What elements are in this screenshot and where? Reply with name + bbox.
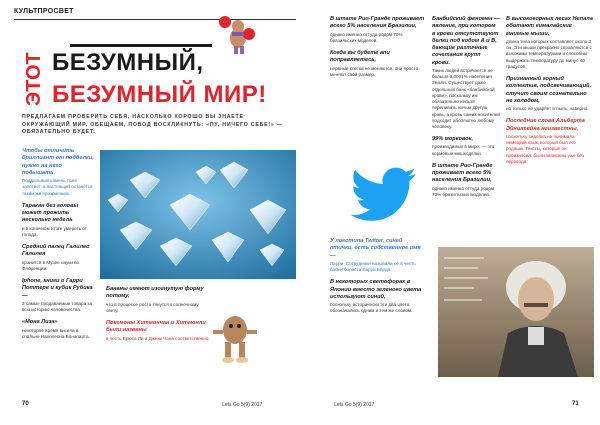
fact-text: что в процессе роста тянутся к солнечному свету.: [106, 301, 199, 313]
fact-heading: Iphone, книги о Гарри Поттере и кубик Рубика —: [22, 278, 93, 299]
fact-text: однако именно оттуда родом 70% бразильских моделей.: [432, 185, 495, 197]
title-line-2: БЕЗУМНЫЙ МИР!: [52, 81, 267, 108]
fact-text: поскольку сиделка не понимала немецкий язык, который был его родным. Тексты, которые он произносил, были записаны уже без перевода.: [506, 133, 584, 164]
left-column: [22, 148, 96, 346]
hitmonchan-figure: [216, 12, 256, 56]
title-line-1: БЕЗУМНЫЙ,: [52, 49, 204, 76]
diamonds-photo: [100, 150, 296, 279]
left-page-number: 70: [22, 401, 29, 407]
fact-heading: Таракан без головы может прожить несколько недель: [22, 202, 79, 224]
einstein-photo: [438, 247, 594, 377]
fact-heading: В штате Рио-Гранде проживает всего 5% населения Бразилии,: [330, 16, 425, 30]
hitmonlee-figure: [210, 308, 260, 364]
fact-heading: Чтобы отличить бриллиант от подделки, нужно на него подышать.: [22, 148, 94, 176]
left-magazine-footer: Lets Go 5(9) 2017: [222, 402, 263, 408]
fact-heading: Средний палец Галилео Галилея: [22, 244, 90, 258]
fact-heading: Покемоны Хитмончан и Хитмонли были названы: [106, 320, 206, 334]
fact-heading: «Мона Лиза»: [22, 319, 58, 326]
fact-heading: В некоторых светофорах в Японии вместо зеленого цвета используют синий,: [330, 279, 422, 300]
fact-text: некоторое время висела в спальне Наполеона Бонапарта.: [22, 327, 90, 339]
fact-text: производимых в мире, — это кормовые мешкоделки.: [432, 144, 495, 156]
right-column-2: [432, 16, 500, 204]
fact-heading: Последние слова Альберта Эйнштейна неизвестны,: [506, 118, 585, 132]
fact-heading: Признанный горный коллектив, подсвечивающий, стучит своим сознательно не холодом,: [506, 75, 592, 104]
right-column-3: [506, 16, 594, 171]
fact-text: 3 самые продаваемые товара за всю историю человечества.: [22, 300, 93, 313]
fact-heading: Когда вы будете апи поправляетесь,: [330, 50, 390, 64]
vertical-title-text: ЭТОТ: [23, 52, 45, 106]
middle-column: [106, 286, 210, 348]
right-column-1-bottom: [330, 238, 426, 321]
intro-text: ПРЕДЛАГАЕМ ПРОВЕРИТЬ СЕБЯ, НАСКОЛЬКО ХОРОШО ВЫ ЗНАЕТЕ ОКРУЖАЮЩИЙ МИР. ОБЕЩАЕМ, ПОВОД ВОСКЛИКНУТЬ: «ПУ, НИЧЕГО СЕБЕ!» — ОБЯЗАТЕЛЬНО БУДЕТ.: [22, 114, 283, 135]
fact-text: хранится в Музее науки во Флоренции.: [22, 259, 80, 271]
fact-text: длина тела которых составляет около 3 см. Эти мыши прекрасно справляются с высокими температурами и способны выдержать температуру до минус 40 градусов.: [506, 38, 592, 69]
title-rule: [70, 44, 212, 47]
fact-text: поскольку исторически эти два цвета обозначались одним и тем же словом.: [330, 302, 413, 314]
section-label: КУЛЬТПРОСВЕТ: [14, 8, 74, 15]
fact-heading: Бананы имеют изогнутую форму потому,: [106, 286, 204, 300]
fact-heading: В штате Рио-Гранде проживает всего 5% населения Бразилии,: [432, 162, 493, 184]
right-page-number: 71: [572, 401, 579, 407]
fact-text: и в конечном итоге умереть от голода.: [22, 225, 87, 237]
fact-text: Ларри. Сотрудники называли её в честь баскетболиста Ларри Бёрда.: [330, 260, 416, 273]
vertical-title: [14, 48, 48, 106]
fact-heading: 99% морковок,: [432, 136, 474, 143]
fact-text: в честь Брюса Ли и Джеки Чана соответственно.: [106, 335, 210, 341]
fact-heading: У логотипа Twitter, синей птички, есть собственное имя —: [330, 238, 421, 259]
twitter-logo: [328, 146, 426, 234]
fact-heading: Банбийский феномен — явление, при котором в крови отсутствуют белки под кодом А и В, дающие различные сочетания групп крови.: [432, 16, 500, 66]
right-column-1-top: [330, 16, 426, 84]
fact-text: но только не ударяет в пыль, наверно.: [506, 106, 589, 112]
fact-text: Поддельный камень тоже запотеет, а настоящий останется таким же прозрачным.: [22, 178, 93, 196]
fact-heading: В высокогорных лесах Непала обитают гималайские мнимые мыши,: [506, 16, 593, 37]
fact-text: нервные клетки не меняются, они просто меняют свой размер.: [330, 65, 419, 77]
fact-text: Таких людей встречается не больше 0,0001% населения Земли. Существует даже отдельный банк «банбийской крови», поскольку им обязательно нельзя переливать ничью другую кровь, а кровь самих носителей подходит абсолютно любому человеку.: [432, 68, 500, 129]
fact-text: однако именно оттуда родом 70% бразильских моделей.: [330, 31, 403, 43]
right-magazine-footer: Lets Go 5(9) 2017: [334, 402, 375, 408]
